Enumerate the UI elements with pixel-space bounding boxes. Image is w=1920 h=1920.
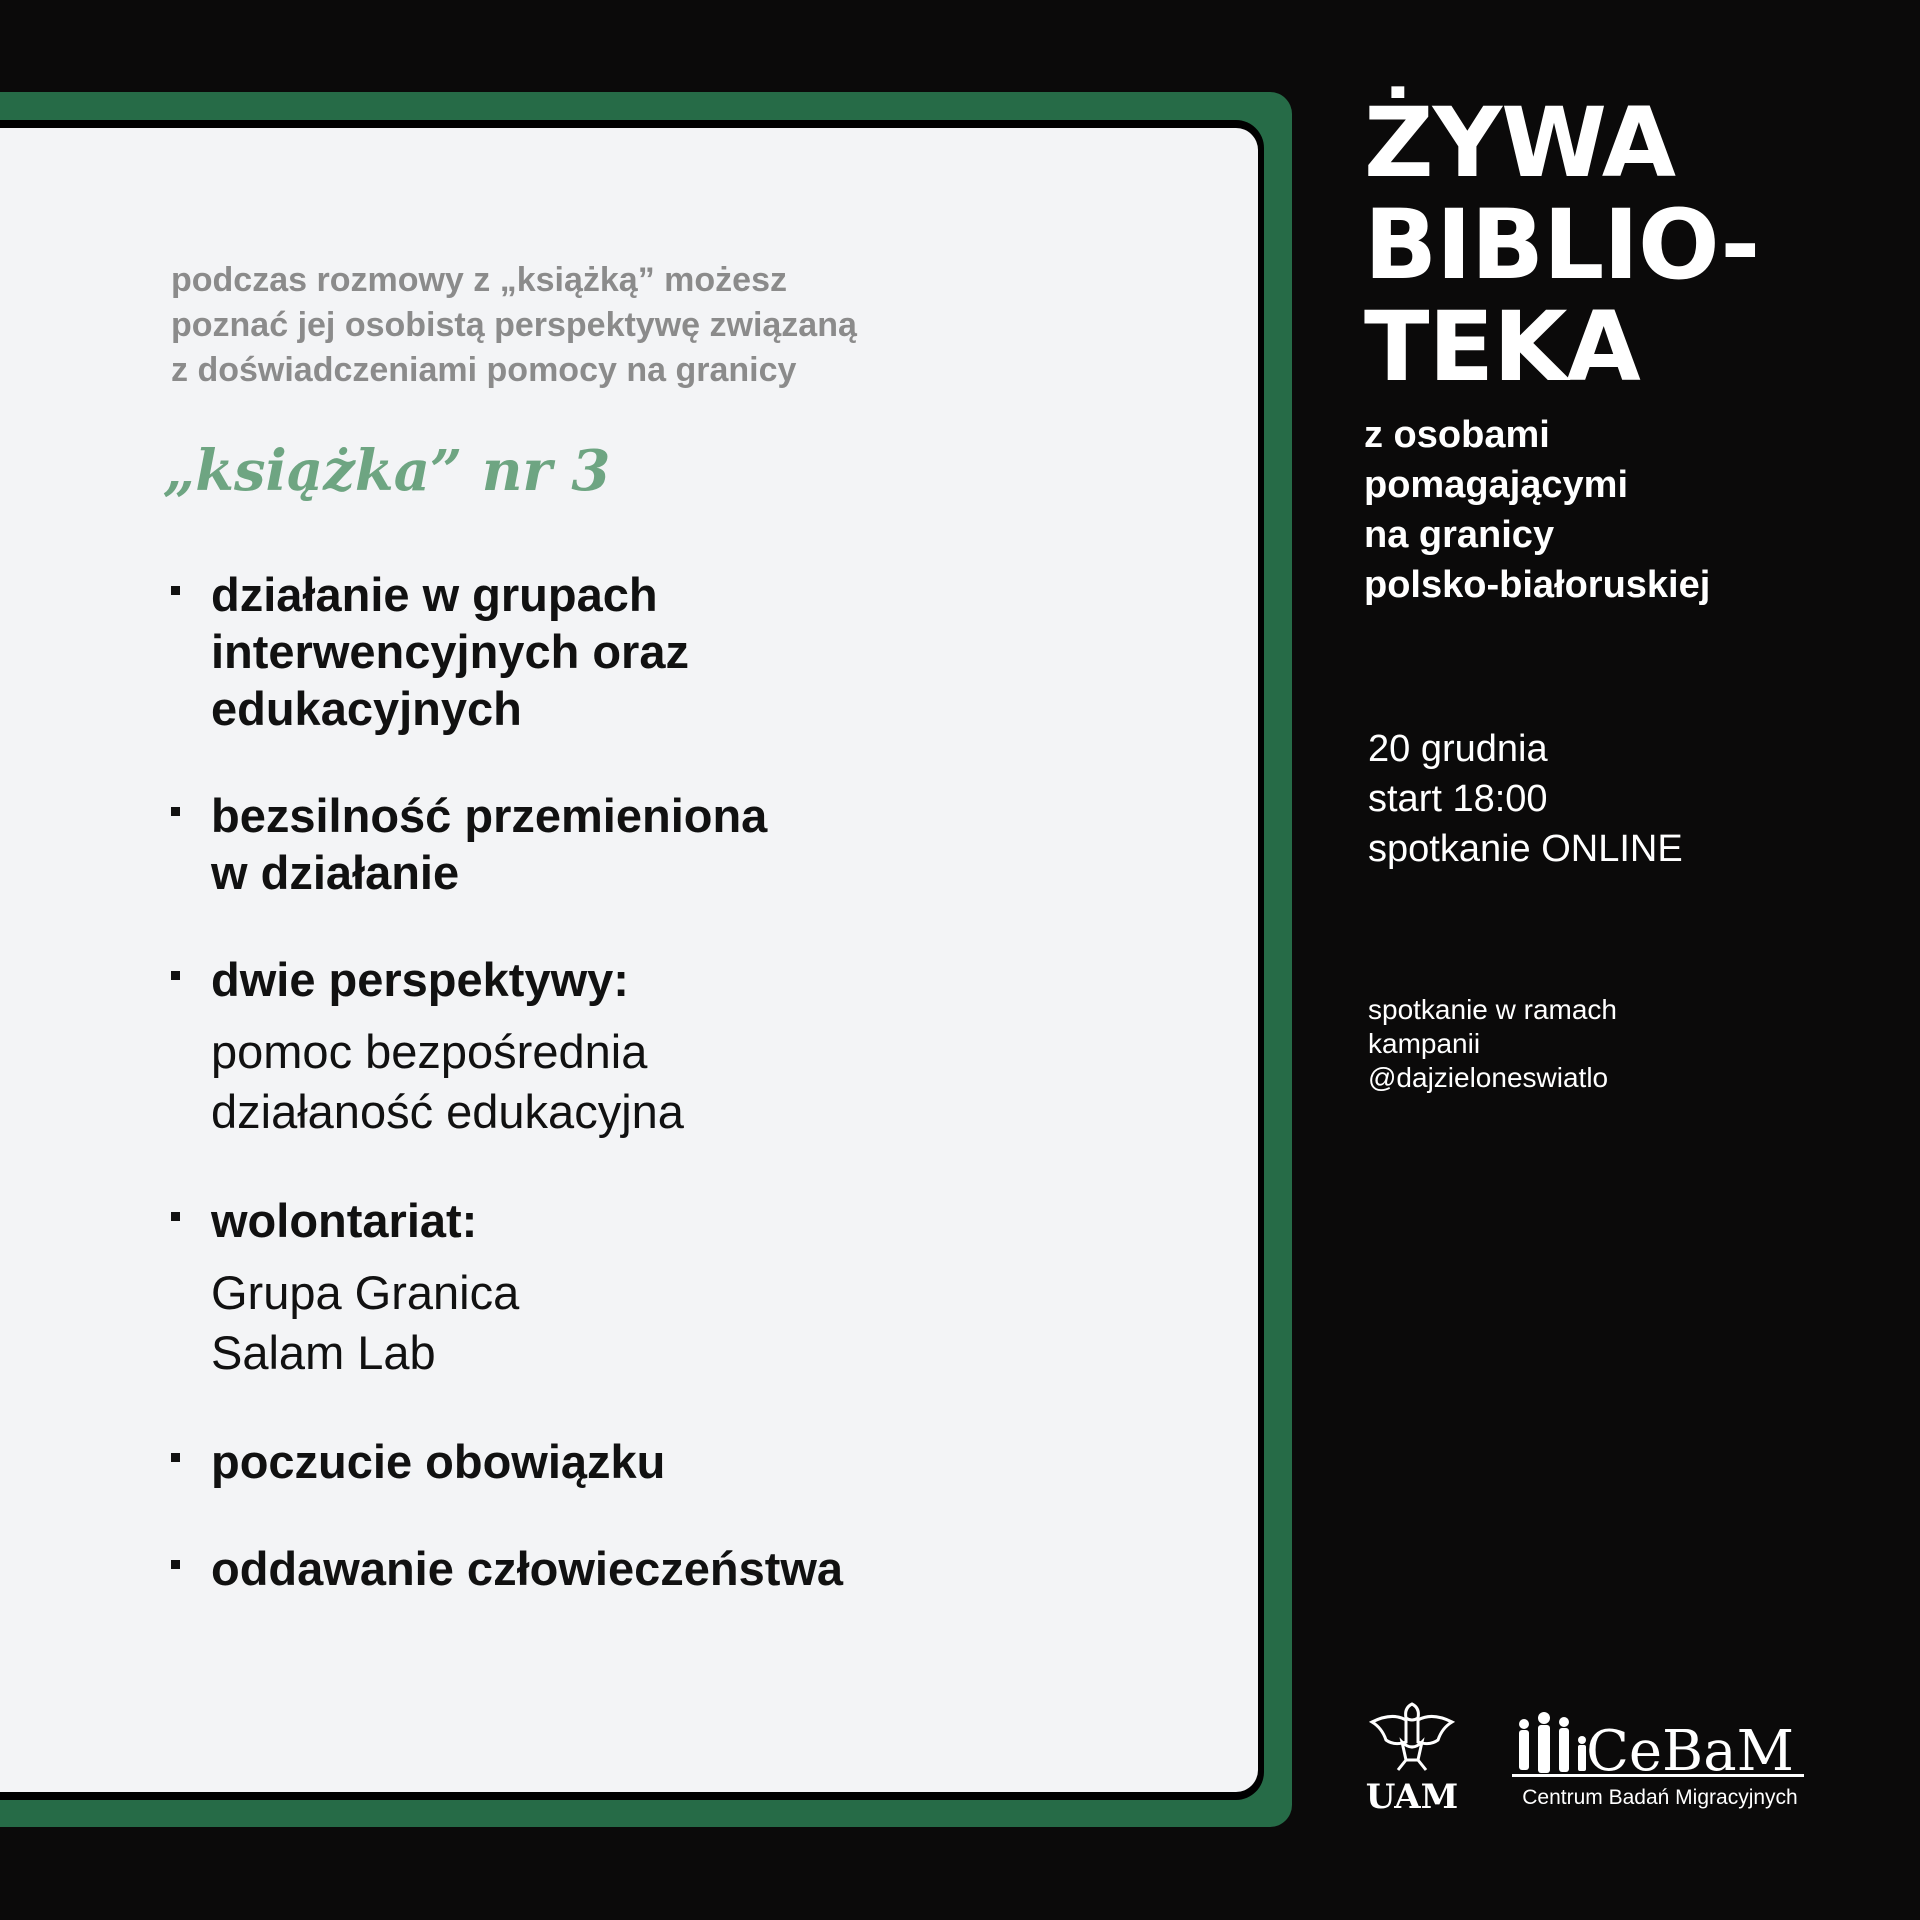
topic-line: działanie w grupach xyxy=(211,568,658,621)
event-subtitle xyxy=(1364,410,1759,610)
topic-subline: pomoc bezpośrednia xyxy=(211,1025,648,1078)
topic-line: oddawanie człowieczeństwa xyxy=(211,1542,844,1595)
topic-item xyxy=(171,566,1071,737)
bullet-icon xyxy=(171,586,180,595)
campaign-line: kampanii xyxy=(1368,1028,1481,1059)
topic-line: w działanie xyxy=(211,846,460,899)
intro-line: z doświadczeniami pomocy na granicy xyxy=(171,351,797,389)
topic-line: edukacyjnych xyxy=(211,682,522,735)
intro-line: podczas rozmowy z „książką” możesz xyxy=(171,261,787,299)
uam-logo-text: UAM xyxy=(1365,1777,1459,1816)
topic-item xyxy=(171,1192,1071,1383)
topic-line: wolontariat: xyxy=(211,1194,478,1247)
title-line: BIBLIO- xyxy=(1364,189,1760,301)
topic-item xyxy=(171,1540,1071,1597)
cebam-logo-text: CeBaM xyxy=(1586,1719,1794,1784)
book-number-label: „książka” nr 3 xyxy=(163,438,611,504)
topic-item xyxy=(171,1433,1071,1490)
topic-subline: działaność edukacyjna xyxy=(211,1085,684,1138)
intro-text xyxy=(171,258,971,393)
cebam-logo xyxy=(1510,1712,1810,1822)
title-line: TEKA xyxy=(1364,291,1640,403)
topic-subline: Grupa Granica xyxy=(211,1266,520,1319)
event-time: start 18:00 xyxy=(1368,778,1548,820)
subtitle-line: z osobami xyxy=(1364,414,1550,456)
bullet-icon xyxy=(171,1212,180,1221)
uam-eagle-logo xyxy=(1364,1696,1460,1816)
event-title xyxy=(1364,87,1760,403)
event-title-block xyxy=(1364,87,1760,610)
event-details xyxy=(1368,724,1683,874)
campaign-line: spotkanie w ramach xyxy=(1368,994,1618,1025)
topic-item xyxy=(171,787,1071,901)
topic-list xyxy=(171,566,1071,1647)
campaign-handle: @dajzieloneswiatlo xyxy=(1368,1062,1609,1093)
bullet-icon xyxy=(171,1453,180,1462)
cebam-caption: Centrum Badań Migracyjnych xyxy=(1522,1786,1798,1809)
intro-line: poznać jej osobistą perspektywę związaną xyxy=(171,306,857,344)
campaign-note xyxy=(1368,993,1617,1095)
topic-line: bezsilność przemieniona xyxy=(211,789,768,842)
bullet-icon xyxy=(171,807,180,816)
event-format: spotkanie ONLINE xyxy=(1368,828,1683,870)
subtitle-line: polsko-białoruskiej xyxy=(1364,564,1711,606)
topic-line: poczucie obowiązku xyxy=(211,1435,666,1488)
subtitle-line: na granicy xyxy=(1364,514,1555,556)
title-line: ŻYWA xyxy=(1364,87,1675,199)
topic-subline: Salam Lab xyxy=(211,1326,436,1379)
topic-item xyxy=(171,951,1071,1142)
topic-line: interwencyjnych oraz xyxy=(211,625,689,678)
bullet-icon xyxy=(171,971,180,980)
event-date: 20 grudnia xyxy=(1368,728,1548,770)
topic-line: dwie perspektywy: xyxy=(211,953,629,1006)
bullet-icon xyxy=(171,1560,180,1569)
subtitle-line: pomagającymi xyxy=(1364,464,1628,506)
